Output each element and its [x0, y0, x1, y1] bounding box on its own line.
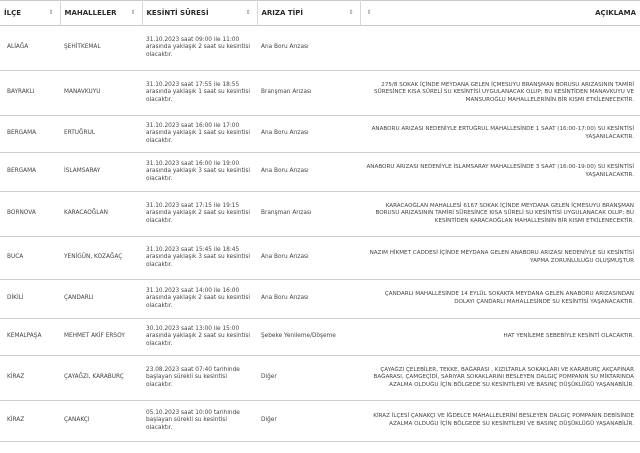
sort-icon[interactable]: ⇕	[245, 9, 251, 16]
cell-mahalle: ERTUĞRUL	[60, 116, 142, 153]
sort-icon[interactable]: ⇕	[348, 9, 354, 16]
cell-aciklama: ANABORU ARIZASI NEDENİYLE ERTUĞRUL MAHALLESİNDE 1 SAAT (16:00-17:00) SU KESİNTİSİ YAŞANILACAKTIR.	[360, 116, 640, 153]
cell-ariza: Ana Boru Arızası	[257, 237, 360, 280]
sort-icon[interactable]: ⇕	[366, 9, 372, 16]
cell-ariza: Branşman Arızası	[257, 71, 360, 116]
column-header-ariza[interactable]	[257, 1, 360, 26]
cell-ariza: Diğer	[257, 401, 360, 442]
cell-aciklama: HAT YENİLEME SEBEBİYLE KESİNTİ OLACAKTIR.	[360, 319, 640, 356]
cell-ilce: KEMALPAŞA	[0, 319, 60, 356]
column-header-label: MAHALLELER	[64, 9, 117, 17]
cell-kesinti: 31.10.2023 saat 16:00 ile 17:00 arasında yaklaşık 1 saat su kesintisi olacaktır.	[142, 116, 257, 153]
cell-ilce: BORNOVA	[0, 192, 60, 237]
column-header-label: İLÇE	[4, 9, 21, 17]
table-row	[0, 280, 640, 319]
cell-ariza: Ana Boru Arızası	[257, 26, 360, 71]
cell-ilce: BERGAMA	[0, 153, 60, 192]
cell-mahalle: ÇANDARLI	[60, 280, 142, 319]
cell-kesinti: 31.10.2023 saat 17:55 ile 18:55 arasında yaklaşık 1 saat su kesintisi olacaktır.	[142, 71, 257, 116]
table-row	[0, 153, 640, 192]
cell-kesinti: 31.10.2023 saat 09:00 ile 11:00 arasında yaklaşık 2 saat su kesintisi olacaktır.	[142, 26, 257, 71]
cell-ariza: Ana Boru Arızası	[257, 280, 360, 319]
cell-ilce: KİRAZ	[0, 356, 60, 401]
cell-kesinti: 31.10.2023 saat 16:00 ile 19:00 arasında yaklaşık 3 saat su kesintisi olacaktır.	[142, 153, 257, 192]
cell-aciklama: KİRAZ İLÇESİ ÇANAKÇI VE İĞDELCE MAHALLELERİNİ BESLEYEN DALGIÇ POMPANIN DEBİSİNDE AZALMA OLDUĞU İÇİN BÖLGEDE SU KESİNTİLERİ VE BASINÇ DÜŞÜKLÜĞÜ YAŞANABİLİR.	[360, 401, 640, 442]
cell-mahalle: ÇANAKÇI	[60, 401, 142, 442]
cell-aciklama: 275/8 SOKAK İÇİNDE MEYDANA GELEN İÇMESUYU BRANŞMAN BORUSU ARIZASININ TAMİRİ SÜRESİNCE KISA SÜRELİ SU KESİNTİSİ UYGULANACAK OLUP; BU KESİNTİDEN MANAVKUYU VE MANSUROĞLU MAHALLELERİNİN BİR KISMI ETKİLENECEKTİR.	[360, 71, 640, 116]
column-header-mahalleler[interactable]	[60, 1, 142, 26]
cell-ariza: Diğer	[257, 356, 360, 401]
cell-ariza: Şebeke Yenileme/Döşeme	[257, 319, 360, 356]
cell-kesinti: 30.10.2023 saat 13:00 ile 15:00 arasında yaklaşık 2 saat su kesintisi olacaktır.	[142, 319, 257, 356]
column-header-kesinti[interactable]	[142, 1, 257, 26]
cell-ilce: BERGAMA	[0, 116, 60, 153]
column-header-label: ARIZA TİPİ	[261, 9, 303, 17]
cell-aciklama	[360, 26, 640, 71]
cell-mahalle: KARACAOĞLAN	[60, 192, 142, 237]
table-row	[0, 71, 640, 116]
cell-mahalle: MEHMET AKİF ERSOY	[60, 319, 142, 356]
table-row	[0, 401, 640, 442]
cell-kesinti: 31.10.2023 saat 14:00 ile 16:00 arasında yaklaşık 2 saat su kesintisi olacaktır.	[142, 280, 257, 319]
cell-ilce: KİRAZ	[0, 401, 60, 442]
cell-kesinti: 23.08.2023 saat 07:40 tarihinde başlayan sürekli su kesintisi olacaktır.	[142, 356, 257, 401]
cell-aciklama: ÇANDARLI MAHALLESİNDE 14 EYLÜL SOKAKTA MEYDANA GELEN ANABORU ARIZASINDAN DOLAYI ÇANDARLI MAHALLESİNDE SU KESİNTİSİ YAŞANACAKTIR.	[360, 280, 640, 319]
cell-kesinti: 31.10.2023 saat 17:15 ile 19:15 arasında yaklaşık 2 saat su kesintisi olacaktır.	[142, 192, 257, 237]
column-header-label: KESİNTİ SÜRESİ	[146, 9, 209, 17]
table-row	[0, 319, 640, 356]
cell-mahalle: ŞEHİTKEMAL	[60, 26, 142, 71]
sort-icon[interactable]: ⇕	[130, 9, 136, 16]
cell-ilce: DİKİLİ	[0, 280, 60, 319]
cell-mahalle: İSLAMSARAY	[60, 153, 142, 192]
cell-aciklama: ANABORU ARIZASI NEDENİYLE İSLAMSARAY MAHALLESİNDE 3 SAAT (16:00-19:00) SU KESİNTİSİ YAŞANILACAKTIR.	[360, 153, 640, 192]
column-header-ilce[interactable]	[0, 1, 60, 26]
cell-mahalle: MANAVKUYU	[60, 71, 142, 116]
cell-ilce: BAYRAKLI	[0, 71, 60, 116]
table-row	[0, 116, 640, 153]
column-header-aciklama[interactable]	[360, 1, 640, 26]
cell-ilce: ALİAĞA	[0, 26, 60, 71]
column-header-label: AÇIKLAMA	[595, 9, 636, 17]
table-header-row	[0, 1, 640, 26]
cell-kesinti: 31.10.2023 saat 15:45 ile 18:45 arasında yaklaşık 3 saat su kesintisi olacaktır.	[142, 237, 257, 280]
cell-ariza: Ana Boru Arızası	[257, 116, 360, 153]
cell-aciklama: KARACAOĞLAN MAHALLESİ 6167 SOKAK İÇİNDE MEYDANA GELEN İÇMESUYU BRANŞMAN BORUSU ARIZASININ TAMİRİ SÜRESİNCE KISA SÜRELİ SU KESİNTİSİ UYGULANACAK OLUP; BU KESİNTİDEN KARACAOĞLAN MAHALLESİNİN BİR KISMI ETKİLENECEKTİR.	[360, 192, 640, 237]
table-row	[0, 237, 640, 280]
cell-aciklama: NAZIM HİKMET CADDESİ İÇİNDE MEYDANA GELEN ANABORU ARIZASI NEDENİYLE SU KESİNTİSİ YAPMA ZORUNLULUĞU OLUŞMUŞTUR	[360, 237, 640, 280]
cell-ariza: Ana Boru Arızası	[257, 153, 360, 192]
cell-ilce: BUCA	[0, 237, 60, 280]
cell-ariza: Branşman Arızası	[257, 192, 360, 237]
table-row	[0, 192, 640, 237]
cell-aciklama: ÇAYAĞZI ÇELEBİLER, TEKKE, BAĞARASI , KIZILTARLA SOKAKLARI VE KARABURÇ AKÇAPINAR BAĞARASI, ÇAMGEÇİDİ, SARIYAR SOKAKLARINI BESLEYEN DALGIÇ POMPANIN SU MİKTARINDA AZALMA OLDUĞU İÇİN BÖLGEDE SU KESİNTİLERİ VE BASINÇ DÜŞÜKLÜĞÜ YAŞANABİLİR.	[360, 356, 640, 401]
sort-icon[interactable]: ⇕	[48, 9, 54, 16]
cell-kesinti: 05.10.2023 saat 10:00 tarihinde başlayan sürekli su kesintisi olacaktır.	[142, 401, 257, 442]
table-row	[0, 26, 640, 71]
cell-mahalle: YENİGÜN, KOZAĞAÇ	[60, 237, 142, 280]
cell-mahalle: ÇAYAĞZI, KARABURÇ	[60, 356, 142, 401]
table-row	[0, 356, 640, 401]
